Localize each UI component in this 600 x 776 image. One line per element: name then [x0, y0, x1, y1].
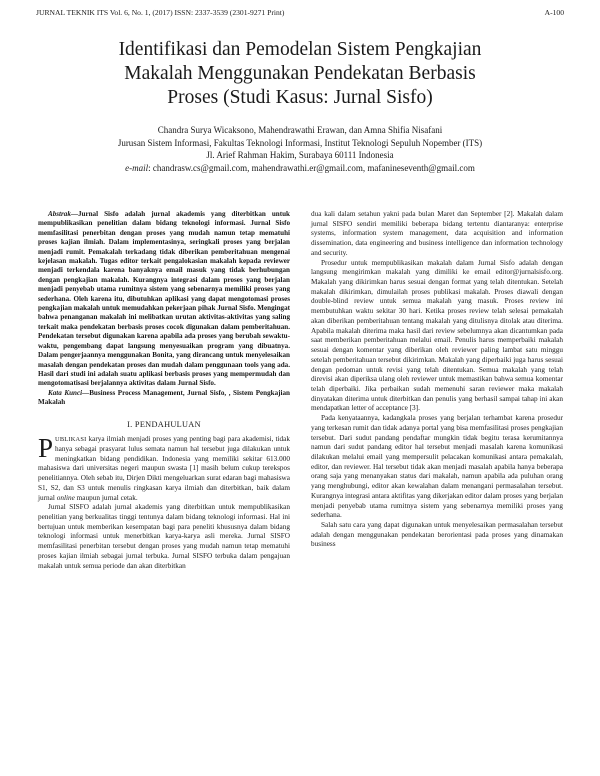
journal-info: JURNAL TEKNIK ITS Vol. 6, No. 1, (2017) ISSN: 2337-3539 (2301-9271 Print)	[36, 8, 285, 17]
abstract	[38, 210, 290, 389]
lead-caps: UBLIKASI	[55, 436, 87, 444]
right-paragraph-1: dua kali dalam setahun yakni pada bulan Maret dan September [2]. Makalah dalam jurnal SISFO sendiri memiliki beberapa bidang tertentu diantaranya: enterprise systems, information system management, data acquisition and information dissemination, data engineering and business intelligence dan information technology and security.	[311, 210, 563, 257]
abstract-text: —Jurnal Sisfo adalah jurnal akademis yang diterbitkan untuk mempublikasikan penelitian dalam bidang teknologi informasi. Jurnal Sisfo memfasilitasi penerbitan dengan proses yang mudah namun tetap mematuhi proses kajian ilmiah. Dalam implementasinya, seringkali proses yang berjalan menjadi rumit. Pemakalah terkadang tidak diberikan pemberitahuan mengenai kejelasan makalah. Tugas editor terkait pengalokasian makalah kepada reviewer menjadi terkendala karena banyaknya email masuk yang tidak berhubungan dengan pengkajian makalah. Kurangnya integrasi dalam proses yang berjalan menjadi penyebab utama rumitnya sistem yang sebenarnya memiliki proses yang sederhana. Oleh karena itu, dibutuhkan aplikasi yang dapat mengotomasi proses pengkajian makalah untuk memudahkan pekerjaan pihak Jurnal Sisfo. Mengingat bahwa penanganan makalah ini melibatkan urutan aktivitas-aktivitas yang saling terkait maka pendekatan berbasis proses cocok digunakan dalam pemberitahuan. Pendekatan tersebut digunakan karena apabila ada proses yang berubah sewaktu-waktu, pengembang dapat langsung menyesuaikan program yang dibuatnya. Dalam pengerjaannya menggunakan Bonita, yang dirancang untuk menyelesaikan masalah dengan pendekatan proses dan mudah dalam penggunaan tools yang ada. Hasil dari studi ini adalah suatu aplikasi berbasis proses yang mempermudah dan mengotomatisasi berjalannya aktivitas dalam Jurnal Sisfo.	[38, 210, 290, 388]
right-paragraph-4: Salah satu cara yang dapat digunakan untuk menyelesaikan permasalahan tersebut adalah dengan menggunakan pendekatan berorientasi pada proses yang dinamakan business	[311, 521, 563, 549]
intro-p1-end: maupun jurnal cetak.	[74, 493, 138, 502]
drop-cap: P	[38, 433, 54, 464]
running-header	[36, 8, 564, 17]
keywords-label: Kata Kunci	[48, 388, 83, 397]
abstract-label: Abstrak	[48, 210, 71, 218]
title-line-1: Identifikasi dan Pemodelan Sistem Pengkajian	[118, 39, 482, 60]
intro-paragraph-1	[38, 435, 290, 503]
page-number: A-100	[544, 8, 564, 17]
right-paragraph-2: Prosedur untuk mempublikasikan makalah dalam Jurnal Sisfo adalah dengan langsung mengirimkan makalah yang dimiliki ke email editor@jurnalsisfo.org. Makalah yang dikirimkan harus sesuai dengan format yang telah ditentukan. Setelah makalah dikirimkan, dimulailah proses publikasi makalah. Proses diawali dengan double-blind review untuk semua makalah yang masuk. Proses review ini membutuhkan waktu sekitar 30 hari. Ketika proses review telah selesai pemakalah akan diberikan pemberitahuan tentang makalah yang ditulisnya ditolak atau diterima. Apabila makalah diterima maka hasil dari review sebelumnya akan dicantumkan pada saat memberikan pemberitahuan melalui email. Penulis harus memperbaiki makalah sesuai dengan komentar yang diberikan oleh reviewer paling lambat satu minggu setelah pemberitahuan tersebut dikirimkan. Makalah yang diperbaiki juga harus sesuai dengan pedoman untuk revisi yang telah ditentukan. Semua makalah yang telah direvisi akan diperiksa ulang oleh reviewer untuk memastikan bahwa semua komentar telah diperbaiki. Jika perbaikan sudah memenuhi saran reviewer maka makalah dinyatakan diterima untuk diterbitkan dan penulis yang berhasil sampai tahap ini akan mendapatkan letter of acceptance [3].	[311, 258, 563, 413]
keywords	[38, 389, 290, 408]
author-names: Chandra Surya Wicaksono, Mahendrawathi Erawan, dan Amna Shifia Nisafani	[157, 125, 443, 135]
author-block	[40, 124, 560, 174]
email-addresses: : chandrasw.cs@gmail.com, mahendrawathi.er@gmail.com, mafanineseventh@gmail.com	[148, 162, 475, 173]
right-column	[311, 210, 563, 550]
intro-paragraph-2: Jurnal SISFO adalah jurnal akademis yang diterbitkan untuk mempublikasikan penelitian yang berkualitas tinggi tentunya dalam bidang teknologi informasi. Hal ini bertujuan untuk memberikan kesempatan bagi para peneliti khususnya dalam bidang teknologi informasi untuk menerbitkan karya-karya asli mereka. Jurnal SISFO memfasilitasi penerbitan tersebut dengan proses yang mudah namun tetap mematuhi proses kajian ilmiah sebagai jurnal terbuka. Jurnal SISFO terbuka dalam pengajuan makalah untuk semua periode dan akan diterbitkan	[38, 503, 290, 570]
title-line-3: Proses (Studi Kasus: Jurnal Sisfo)	[167, 87, 433, 108]
intro-p1-text: karya ilmiah menjadi proses yang penting bagi para akademisi, tidak hanya sebagai prasyarat lulus semata namun hal tersebut juga dilakukan untuk meningkatkan bidang pendidikan. Indonesia yang memiliki sekitar 613.000 mahasiswa dari universitas negeri maupun swasta [1] masih belum cukup terekspos penelitiannya. Oleh sebab itu, Dirjen Dikti mengeluarkan surat edaran bagi mahasiswa S1, S2, dan S3 untuk menulis ringkasan karya ilmiah dan diterbitkan, baik dalam jurnal	[38, 435, 290, 502]
online-word: online	[56, 493, 75, 502]
title-line-2: Makalah Menggunakan Pendekatan Berbasis	[124, 63, 476, 84]
paper-title	[40, 38, 560, 110]
author-affiliation: Jurusan Sistem Informasi, Fakultas Teknologi Informasi, Institut Teknologi Sepuluh Nopember (ITS)	[117, 137, 483, 148]
section-heading-pendahuluan: I. PENDAHULUAN	[127, 419, 201, 429]
author-address: Jl. Arief Rahman Hakim, Surabaya 60111 Indonesia	[206, 150, 394, 161]
email-label: e-mail	[125, 162, 149, 173]
keywords-text: —Business Process Management, Jurnal Sisfo, , Sistem Pengkajian Makalah	[38, 388, 290, 407]
left-column	[38, 210, 290, 571]
right-paragraph-3: Pada kenyataannya, kadangkala proses yang berjalan terhambat karena prosedur yang terkesan rumit dan tidak adanya portal yang bisa memfasilitasi proses pengkajian tersebut. Dari sudut pandang pendaftar mungkin tidak begitu terasa kerumitannya namun dari sudut pandang editor hal tersebut menjadi masalah karena komunikasi dilakukan melalui email yang mempersulit pelacakan komunikasi antara pemakalah, editor, dan reviewer. Hal tersebut tidak akan menjadi masalah apabila hanya beberapa orang saja yang menanyakan status dari makalah, namun apabila ada puluhan orang yang menghubungi, editor akan kewalahan dalam menangani permasalahan tersebut. Kurangnya integrasi antara aktifitas yang dikerjakan editor dalam proses yang berjalan menjadi penyebab utama rumitnya sistem yang sebenarnya memiliki proses yang sederhana.	[311, 414, 563, 520]
author-email	[40, 162, 560, 175]
